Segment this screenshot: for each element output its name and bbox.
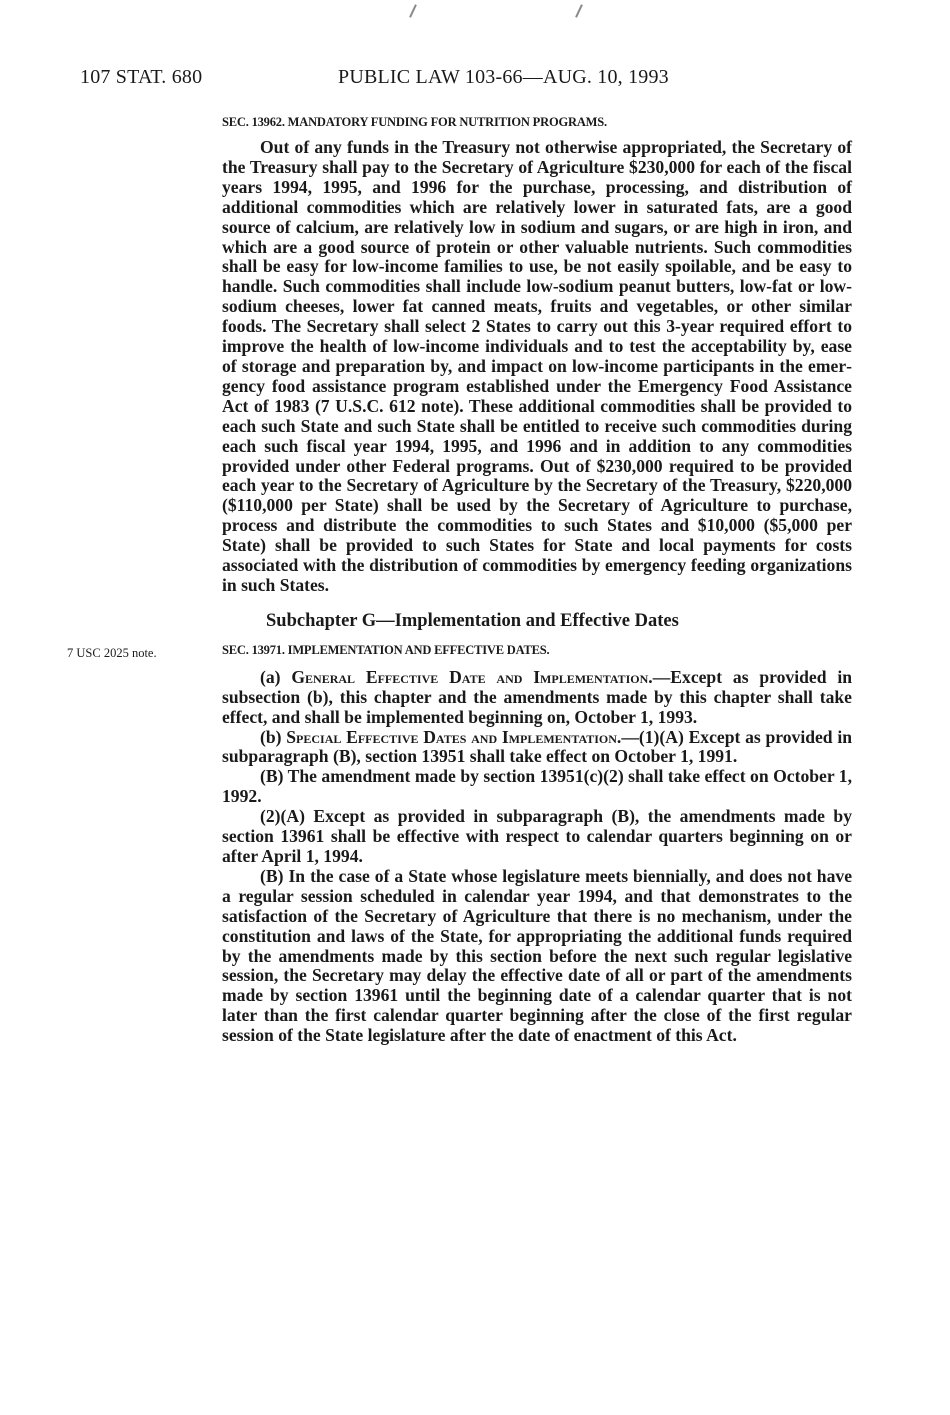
scan-mark: [409, 4, 417, 18]
section-heading: SEC. 13971. IMPLEMENTATION AND EFFECTIVE DATES.: [222, 642, 550, 657]
paragraph-b2B: (B) In the case of a State whose legislature meets biennially, and does not have a regular session scheduled in calendar year 1994, and that demonstrates to the satisfaction of the Secretary of Agriculture that there is no mechanism, under the constitution and laws of the State, for appropriating the additional funds required by the amendments made by this section before the next such regular legislative session, the Secretary may delay the effective date of all or part of the amendments made by section 13961 until the beginning date of a calendar quarter that is not later than the first calendar quarter beginning after the close of the first regular session of the State legislature after the date of enactment of this Act.: [222, 865, 852, 1046]
subchapter-title: Subchapter G—Implementation and Effective Dates: [266, 610, 679, 631]
section-heading: SEC. 13962. MANDATORY FUNDING FOR NUTRITION PROGRAMS.: [222, 115, 607, 129]
paragraph-b2A: (2)(A) Except as provided in subparagraph (B), the amendments made by section 13961 shall be effective with respect to calendar quarters beginning on or after April 1, 1994.: [222, 806, 852, 866]
subsection-caption: Special Effective Dates and Implementation.: [286, 726, 622, 747]
section-paragraph: Out of any funds in the Treasury not otherwise appropriated, the Secretary of the Treasury shall pay to the Secretary of Agriculture $230,000 for each of the fiscal years 1994, 1995, and 1996 for the purchase, processing, and distribution of additional commodities which are relatively lower in saturated fats, are a good source of calcium, are relatively low in sodium and sugars, or are high in iron, and which are a good source of protein or other valuable nutrients. Such commodities shall be easy for low-income families to use, be not easily spoilable, and be easy to handle. Such commodities shall include low-sodium peanut butters, low-fat or low-sodium cheeses, lower fat canned meats, fruits and vegetables, or other similar foods. The Secretary shall select 2 States to carry out this 3-year required effort to improve the health of low-income individuals and to test the acceptability by, ease of storage and preparation by, and impact on low-income participants in the emergency food assistance program established under the Emergency Food Assistance Act of 1983 (7 U.S.C. 612 note). These additional commodities shall be provided to each such State and such State shall be entitled to receive such commodities during each such fiscal year 1994, 1995, and 1996 and in addition to any commodities provided under other Federal programs. Out of $230,000 required to be provided each year to the Secretary of Agriculture by the Secretary of the Treasury, $220,000 ($110,000 per State) shall be used by the Secretary of Agriculture to purchase, process and distribute the commodities to such States and $10,000 ($5,000 per State) shall be provided to such States for State and local payments for costs associated with the distribution of commodities by emergency feeding organizations in such States.: [222, 137, 852, 595]
scan-mark: [575, 4, 583, 18]
subsection-label: (b): [260, 726, 287, 747]
subsection-label: (a): [260, 666, 292, 687]
margin-note: 7 USC 2025 note.: [67, 645, 157, 660]
body-column: [67, 114, 852, 1046]
page-header: [80, 66, 730, 94]
section-block: [67, 642, 852, 660]
running-title: PUBLIC LAW 103-66—AUG. 10, 1993: [338, 66, 669, 88]
subsection-text: —(1)(A) Except as provided in subparagraph (B), section 13951 shall take effect on October 1, 1991.: [222, 726, 852, 767]
subsection-b: [222, 728, 852, 768]
subsection-caption: General Effective Date and Implementation.: [291, 666, 653, 687]
subsection-text: —Except as provided in subsection (b), this chapter and the amendments made by this chapter shall take effect, and shall be implemented beginning on, October 1, 1993.: [222, 666, 852, 727]
stat-page-number: 107 STAT. 680: [80, 66, 203, 88]
subsection-a: [222, 668, 852, 728]
paragraph-b1B: (B) The amendment made by section 13951(c)(2) shall take effect on October 1, 1992.: [222, 766, 852, 807]
